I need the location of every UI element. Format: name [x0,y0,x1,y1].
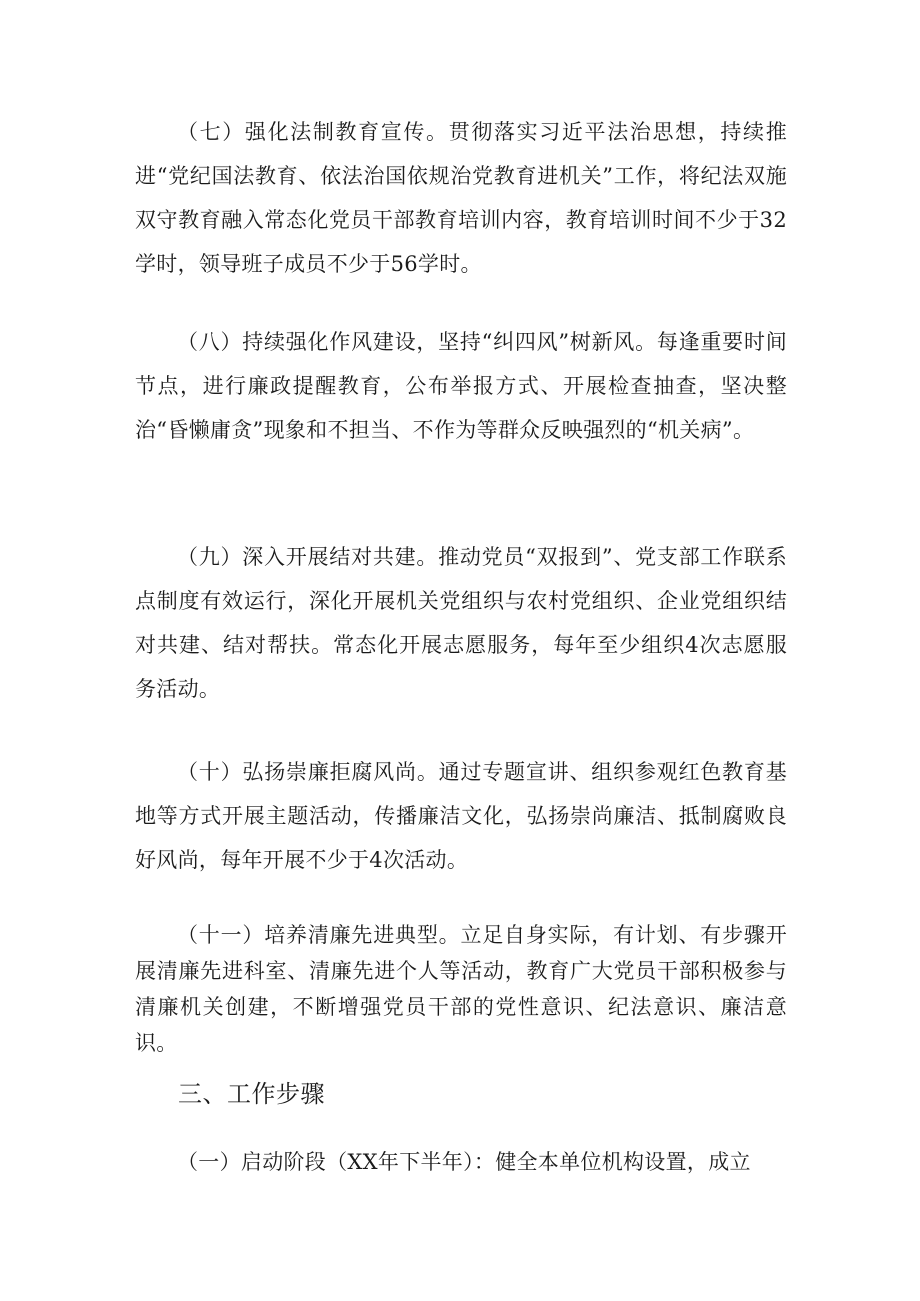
paragraph-7: （七）强化法制教育宣传。贯彻落实习近平法治思想，持续推进“党纪国法教育、依法治国依规治党教育进机关”工作，将纪法双施双守教育融入常态化党员干部教育培训内容，教育培训时间不少于32学时，领导班子成员不少于56学时。 [135,120,787,276]
paragraph-11: （十一）培养清廉先进典型。立足自身实际，有计划、有步骤开展清廉先进科室、清廉先进个人等活动，教育广大党员干部积极参与清廉机关创建，不断增强党员干部的党性意识、纪法意识、廉洁意识。 [135,923,787,1055]
section-heading: 三、工作步骤 [178,1080,325,1108]
paragraph-step-1: （一）启动阶段（XX年下半年）：健全本单位机构设置，成立 [177,1150,751,1174]
paragraph-10: （十）弘扬崇廉拒腐风尚。通过专题宣讲、组织参观红色教育基地等方式开展主题活动，传播廉洁文化，弘扬崇尚廉洁、抵制腐败良好风尚，每年开展不少于4次活动。 [135,760,787,872]
paragraph-8: （八）持续强化作风建设，坚持“纠四风”树新风。每逢重要时间节点，进行廉政提醒教育，公布举报方式、开展检查抽查，坚决整治“昏懒庸贪”现象和不担当、不作为等群众反映强烈的“机关病”。 [135,330,787,442]
paragraph-9: （九）深入开展结对共建。推动党员“双报到”、党支部工作联系点制度有效运行，深化开展机关党组织与农村党组织、企业党组织结对共建、结对帮扶。常态化开展志愿服务，每年至少组织4次志愿服务活动。 [135,545,787,701]
